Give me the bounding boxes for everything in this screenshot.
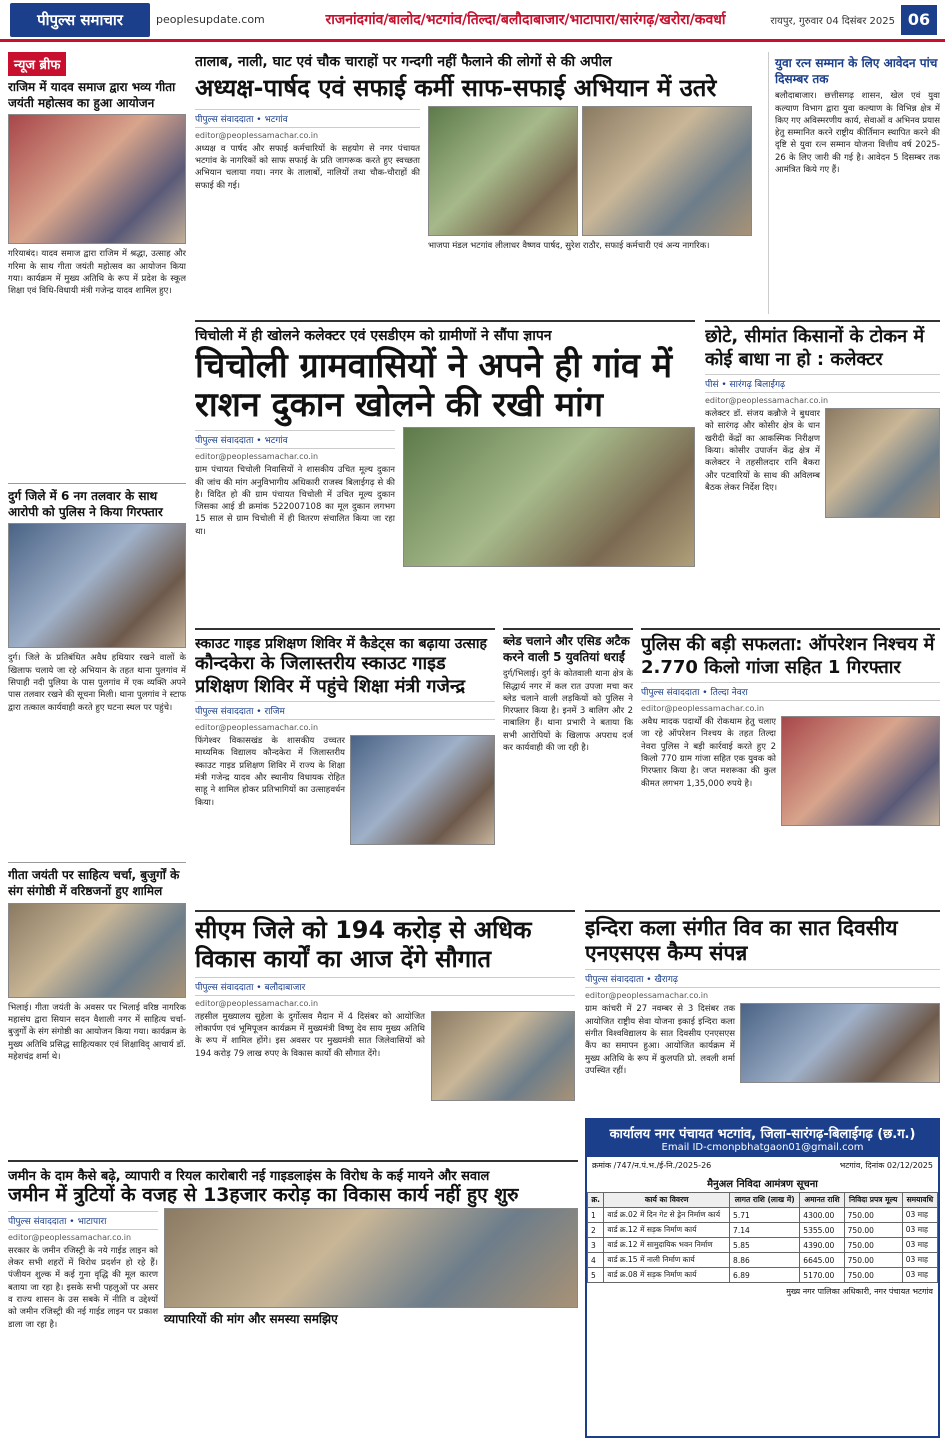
table-row bbox=[588, 1238, 938, 1253]
scout-headline[interactable]: कौन्दकेरा के जिलास्तरीय स्काउट गाइड प्रशिक्षण शिविर में पहुंचे शिक्षा मंत्री गजेन्द्र bbox=[195, 653, 466, 697]
cell: 5.85 bbox=[730, 1238, 800, 1253]
tender-ad-header bbox=[587, 1120, 938, 1157]
brief-photo-3 bbox=[8, 903, 186, 998]
tender-col-work: कार्य का विवरण bbox=[604, 1193, 730, 1208]
divider bbox=[8, 862, 186, 863]
tender-ad-date: भटगांव, दिनांक 02/12/2025 bbox=[839, 1161, 933, 1170]
cell: 750.00 bbox=[844, 1223, 902, 1238]
brief-headline-2[interactable]: दुर्ग जिले में 6 नग तलवार के साथ आरोपी को पुलिस ने किया गिरफ्तार bbox=[8, 489, 163, 519]
cell: वार्ड क्र.15 में नाली निर्माण कार्य bbox=[604, 1253, 730, 1268]
chicholi-headline[interactable]: चिचोली ग्रामवासियों ने अपने ही गांव में राशन दुकान खोलने की रखी मांग bbox=[195, 346, 673, 426]
cell: 5 bbox=[588, 1268, 604, 1283]
top-story-text: अध्यक्ष व पार्षद और सफाई कर्मचारियों के सहयोग से नगर पंचायत भटगांव के नागरिकों को साफ सफाई के प्रति जागरूक करते हुए स्वच्छता अभियान चलाया गया। नगर के तालाबों, नालियों तथा चौक-चौराहों की सफाई की गई। bbox=[195, 143, 420, 191]
chicholi-email[interactable]: editor@peoplessamachar.co.in bbox=[195, 452, 319, 462]
police-story bbox=[641, 628, 940, 903]
newspaper-logo[interactable]: पीपुल्स समाचार bbox=[10, 3, 150, 37]
cell: 750.00 bbox=[844, 1253, 902, 1268]
cell: 5170.00 bbox=[800, 1268, 844, 1283]
land-guideline-byline: पीपुल्स संवाददाता • भाटापारा bbox=[8, 1211, 158, 1230]
table-row bbox=[588, 1223, 938, 1238]
chicholi-story bbox=[195, 320, 695, 620]
cell: वार्ड क्र.12 में सड़क निर्माण कार्य bbox=[604, 1223, 730, 1238]
cell: 8.86 bbox=[730, 1253, 800, 1268]
cell: 1 bbox=[588, 1208, 604, 1223]
top-story-kicker: तालाब, नाली, घाट एवं चौक चाराहों पर गन्दगी नहीं फैलाने की लोगों से की अपील bbox=[195, 54, 612, 70]
cm-byline: पीपुल्स संवाददाता • बलौदाबाजार bbox=[195, 977, 575, 996]
cell: 03 माह bbox=[902, 1268, 937, 1283]
tender-notice-ad bbox=[585, 1118, 940, 1438]
chicholi-photo bbox=[403, 427, 695, 567]
cell: 3 bbox=[588, 1238, 604, 1253]
table-row bbox=[588, 1253, 938, 1268]
scout-text: फिंगेश्वर विकासखंड के शासकीय उच्चतर माध्यमिक विद्यालय कौन्दकेरा में जिलास्तरीय स्काउट गाइड प्रशिक्षण शिविर में राज्य के शिक्षा मंत्री गजेन्द्र यादव और स्थानीय विधायक रोहित साहू ने शामिल होकर प्रतिभागियों का उत्साहवर्धन किया। bbox=[195, 736, 345, 808]
chicholi-kicker: चिचोली में ही खोलने कलेक्टर एवं एसडीएम को ग्रामीणों ने सौंपा ज्ञापन bbox=[195, 328, 552, 344]
cell: 4 bbox=[588, 1253, 604, 1268]
table-row bbox=[588, 1268, 938, 1283]
cell: 2 bbox=[588, 1223, 604, 1238]
land-guideline-photo bbox=[164, 1208, 578, 1308]
farmers-token-headline[interactable]: छोटे, सीमांत किसानों के टोकन में कोई बाधा ना हो : कलेक्टर bbox=[705, 326, 925, 370]
top-story-caption: भाजपा मंडल भटगांव लीलाधर वैष्णव पार्षद, सुरेश राठौर, सफाई कर्मचारी एवं अन्य नागरिक। bbox=[428, 240, 710, 251]
tender-col-duration: समयावधि bbox=[902, 1193, 937, 1208]
cell: वार्ड क्र.02 में दिन गेट से ड्रेन निर्माण कार्य bbox=[604, 1208, 730, 1223]
brief-text-1: गरियाबंद। यादव समाज द्वारा राजिम में श्रद्धा, उत्साह और गरिमा के साथ गीता जयंती महोत्सव का आयोजन किया गया। कार्यक्रम में मुख्य अतिथि के रूप में प्रदेश के स्कूल शिक्षा एवं विधि-विधायी मंत्री गजेन्द्र यादव शामिल हुए। bbox=[8, 249, 186, 297]
police-email[interactable]: editor@peoplessamachar.co.in bbox=[641, 704, 765, 713]
music-university-photo bbox=[740, 1003, 940, 1083]
tender-col-deposit: अमानत राशि bbox=[800, 1193, 844, 1208]
cm-story bbox=[195, 910, 575, 1155]
tender-col-cost: लागत राशि (लाख में) bbox=[730, 1193, 800, 1208]
top-story-email[interactable]: editor@peoplessamachar.co.in bbox=[195, 130, 319, 140]
cell: 750.00 bbox=[844, 1208, 902, 1223]
tender-col-no: क्र. bbox=[588, 1193, 604, 1208]
tender-ad-signature: मुख्य नगर पालिका अधिकारी, नगर पंचायत भटगांव bbox=[786, 1287, 933, 1296]
issue-date: रायपुर, गुरुवार 04 दिसंबर 2025 bbox=[770, 15, 895, 27]
cell: 750.00 bbox=[844, 1238, 902, 1253]
music-university-text: ग्राम कांचरी में 27 नवम्बर से 3 दिसंबर तक आयोजित राष्ट्रीय सेवा योजना इकाई इन्दिरा कला संगीत विश्वविद्यालय के सात दिवसीय एनएसएस कैंप का समापन हुआ। आयोजित कार्यक्रम में मुख्य अतिथि के रूप में कुलपति प्रो. लवली शर्मा उपस्थित रहीं। bbox=[585, 1004, 735, 1076]
cell: 4390.00 bbox=[800, 1238, 844, 1253]
tender-ad-email[interactable]: Email ID-cmonpbhatgaon01@gmail.com bbox=[661, 1142, 864, 1153]
chicholi-text: ग्राम पंचायत चिचोली निवासियों ने शासकीय उचित मूल्य दुकान की जांच की मांग अनुविभागीय अधिकारी राजस्व बिलाईगढ़ से की है। विदित हो की ग्राम पंचायत चिचोली में उचित मूल्य दुकान जिसका आई डी क्रमांक 522007108 का मूल दुकान लगभग 15 साल से ग्राम चिचोली में ही वितरण संचालित किया जा रहा था। bbox=[195, 465, 395, 537]
cell: 6645.00 bbox=[800, 1253, 844, 1268]
music-university-story bbox=[585, 910, 940, 1110]
cell: 4300.00 bbox=[800, 1208, 844, 1223]
brief-text-2: दुर्ग। जिले के प्रतिबंधित अवैध हथियार रखने वालों के खिलाफ चलाये जा रहे अभियान के तहत थाना पुलगांव में सिपाही नदी पुलिया के पास पुलगांव में एक व्यक्ति अपने पास तलवार रखने की सूचना मिली। थाना पुलगांव ने स्टाफ द्वारा तत्काल कार्यवाही करते हुए घटना स्थल पर पहुंचे। bbox=[8, 653, 186, 713]
cell: 03 माह bbox=[902, 1238, 937, 1253]
police-photo bbox=[781, 716, 940, 826]
page-number: 06 bbox=[901, 5, 937, 35]
land-guideline-kicker: जमीन के दाम कैसे बढ़े, व्यापारी व रियल कारोबारी नई गाइडलाइंस के विरोध के कई मायने और सवाल bbox=[8, 1169, 490, 1184]
top-story-headline[interactable]: अध्यक्ष-पार्षद एवं सफाई कर्मी साफ-सफाई अभियान में उतरे bbox=[195, 74, 717, 102]
cm-email[interactable]: editor@peoplessamachar.co.in bbox=[195, 998, 319, 1008]
scout-email[interactable]: editor@peoplessamachar.co.in bbox=[195, 723, 319, 732]
edition-cities: राजनांदगांव/बालोद/भटगांव/तिल्दा/बलौदाबाजार/भाटापारा/सारंगढ़/खरोरा/कवर्धा bbox=[325, 12, 726, 28]
brief-headline-3[interactable]: गीता जयंती पर साहित्य चर्चा, बुजुर्गों के संग संगोष्ठी में वरिष्ठजनों हुए शामिल bbox=[8, 868, 180, 898]
cm-text: तहसील मुख्यालय सुहेला के दुर्गोत्सव मैदान में 4 दिसंबर को आयोजित लोकार्पण एवं भूमिपूजन कार्यक्रम में मुख्यमंत्री विष्णु देव साय मुख्य अतिथि के रूप में शामिल होंगे। इस अवसर पर मुख्यमंत्री सात जिलेवासियों को 194 करोड़ 79 लाख रुपए के विकास कार्यों की सौगात देंगे। bbox=[195, 1011, 425, 1059]
news-brief-tag: न्यूज ब्रीफ bbox=[8, 52, 66, 76]
tender-ad-ref: क्रमांक /747/न.पं.भ./ई-नि./2025-26 bbox=[592, 1161, 712, 1170]
divider bbox=[8, 483, 186, 484]
tender-ad-subtitle: मैनुअल निविदा आमंत्रण सूचना bbox=[707, 1179, 818, 1190]
police-headline[interactable]: पुलिस की बड़ी सफलता: ऑपरेशन निश्चय में 2.770 किलो गांजा सहित 1 गिरफ्तार bbox=[641, 634, 935, 678]
cell: 5355.00 bbox=[800, 1223, 844, 1238]
tender-col-form: निविदा प्रपत्र मूल्य bbox=[844, 1193, 902, 1208]
tender-ad-title: कार्यालय नगर पंचायत भटगांव, जिला-सारंगढ़-बिलाईगढ़ (छ.ग.) bbox=[609, 1127, 916, 1142]
top-story-photo-1 bbox=[428, 106, 578, 236]
farmers-token-photo bbox=[825, 408, 940, 518]
blade-attack-story bbox=[503, 628, 633, 903]
brief-text-3: भिलाई। गीता जयंती के अवसर पर भिलाई वरिष्ठ नागरिक महासंघ द्वारा सियान सदन वैशाली नगर में साहित्य चर्चा-बुजुर्गों के संग संगोष्ठी का आयोजन किया गया। कार्यक्रम के मुख्य अतिथि प्रसिद्ध साहित्यकार एवं शिक्षाविद् आचार्य डॉ. महेशचंद्र शर्मा थे। bbox=[8, 1002, 186, 1062]
tender-ad-meta bbox=[587, 1157, 938, 1174]
land-guideline-headline[interactable]: जमीन में त्रुटियों के वजह से 13हजार करोड़ का विकास कार्य नहीं हुए शुरु bbox=[8, 1184, 519, 1206]
cm-headline[interactable]: सीएम जिले को 194 करोड़ से अधिक विकास कार्यों का आज देंगे सौगात bbox=[195, 916, 532, 973]
blade-attack-text: दुर्ग/भिलाई। दुर्ग के कोतवाली थाना क्षेत्र के सिद्धार्थ नगर में कल रात उपजा मचा कर ब्लेड चलाने वाली लड़कियों को पुलिस ने गिरफ्तार किया है। इनमें 3 बालिग और 2 नाबालिग हैं। थाना प्रभारी ने बताया कि सभी आरोपियों के खिलाफ अपराध दर्ज कर कार्यवाही की जा रही है। bbox=[503, 669, 633, 754]
farmers-token-text: कलेक्टर डॉ. संजय कन्नौजे ने बुधवार को सारंगढ़ और कोसीर क्षेत्र के धान खरीदी केंद्रों का आकस्मिक निरीक्षण किया। कोसीर उपार्जन केंद्र क्षेत्र में कलेक्टर ने तहसीलदार रानि बैकरा और पटवारियों के साथ की अविलम्ब बैठक लेकर निर्देश दिए। bbox=[705, 409, 820, 493]
scout-kicker: स्काउट गाइड प्रशिक्षण शिविर में कैडेट्स का बढ़ाया उत्साह bbox=[195, 636, 487, 652]
top-story-photo-2 bbox=[582, 106, 752, 236]
cell: 6.89 bbox=[730, 1268, 800, 1283]
tender-table-header bbox=[588, 1193, 938, 1208]
cell: 03 माह bbox=[902, 1253, 937, 1268]
brief-photo-1 bbox=[8, 114, 186, 244]
cell: वार्ड क्र.08 में सड़क निर्माण कार्य bbox=[604, 1268, 730, 1283]
chicholi-byline: पीपुल्स संवाददाता • भटगांव bbox=[195, 430, 395, 449]
farmers-token-story bbox=[705, 320, 940, 620]
scout-story bbox=[195, 628, 495, 903]
cm-photo bbox=[431, 1011, 575, 1101]
top-story-byline: पीपुल्स संवाददाता • भटगांव bbox=[195, 109, 420, 128]
cell: वार्ड क्र.12 में सामुदायिक भवन निर्माण bbox=[604, 1238, 730, 1253]
farmers-token-byline: पीसं • सारंगढ़ बिलाईगढ़ bbox=[705, 374, 940, 393]
cell: 03 माह bbox=[902, 1208, 937, 1223]
music-university-byline: पीपुल्स संवाददाता • खैरागढ़ bbox=[585, 969, 940, 988]
police-text: अवैध मादक पदार्थों की रोकथाम हेतु चलाए जा रहे ऑपरेशन निश्चय के तहत तिल्दा नेवरा पुलिस ने बड़ी कार्रवाई करते हुए 2 किलो 770 ग्राम गांजा सहित एक युवक को गिरफ्तार किया है। जप्त मशरूका की कुल कीमत लगभग 1,35,000 रुपये है। bbox=[641, 717, 776, 789]
youth-award-headline[interactable]: युवा रत्न सम्मान के लिए आवेदन पांच दिसम्बर तक bbox=[775, 56, 938, 86]
cell: 03 माह bbox=[902, 1223, 937, 1238]
tender-table bbox=[587, 1192, 938, 1283]
site-url[interactable]: peoplesupdate.com bbox=[156, 13, 265, 26]
youth-award-text: बलौदाबाजार। छत्तीसगढ़ शासन, खेल एवं युवा कल्याण विभाग द्वारा युवा कल्याण के विभिन्न क्षेत्र में किए गए अविस्मरणीय कार्य, सेवाओं व अभिनव प्रयास हेतु सम्मानित करने राष्ट्रीय कीर्तिमान स्थापित करने की दृष्टि से युवा रत्न सम्मान योजना वित्तीय वर्ष 2025-26 के लिए जारी की गई है। आवेदन 5 दिसम्बर तक आमंत्रित किये गए हैं। bbox=[775, 91, 940, 176]
masthead bbox=[0, 0, 945, 42]
land-guideline-subhead: व्यापारियों की मांग और समस्या समझिए bbox=[164, 1311, 338, 1326]
cell: 5.71 bbox=[730, 1208, 800, 1223]
top-story bbox=[195, 52, 760, 314]
land-guideline-text: सरकार के जमीन रजिस्ट्री के नये गाईड लाइन को लेकर सभी शहरों में विरोध प्रदर्शन हो रहे हैं। पंजीयन शुल्क में कई गुना वृद्धि की मूल कारण बताया जा रहा है। इसके सभी पहलुओं पर असर व राज्य शासन के उस सबके में नीति व उद्देश्यों को जमीन रजिस्ट्री की नई गाईड लाइन पर प्रकाश डाला जा रहा है। bbox=[8, 1245, 158, 1330]
brief-photo-2 bbox=[8, 523, 186, 648]
cell: 750.00 bbox=[844, 1268, 902, 1283]
table-row bbox=[588, 1208, 938, 1223]
scout-photo bbox=[350, 735, 495, 845]
youth-award-story bbox=[768, 52, 940, 314]
farmers-token-email[interactable]: editor@peoplessamachar.co.in bbox=[705, 396, 829, 405]
land-guideline-story bbox=[8, 1160, 578, 1438]
cell: 7.14 bbox=[730, 1223, 800, 1238]
news-brief-column bbox=[8, 52, 186, 1142]
music-university-email[interactable]: editor@peoplessamachar.co.in bbox=[585, 991, 709, 1001]
music-university-headline[interactable]: इन्दिरा कला संगीत विव का सात दिवसीय एनएसएस कैम्प संपन्न bbox=[585, 916, 898, 966]
blade-attack-headline[interactable]: ब्लेड चलाने और एसिड अटैक करने वाली 5 युवतियां धराईं bbox=[503, 634, 630, 664]
police-byline: पीपुल्स संवाददाता • तिल्दा नेवरा bbox=[641, 682, 940, 701]
brief-headline-1[interactable]: राजिम में यादव समाज द्वारा भव्य गीता जयंती महोत्सव का हुआ आयोजन bbox=[8, 80, 176, 110]
land-guideline-email[interactable]: editor@peoplessamachar.co.in bbox=[8, 1232, 132, 1242]
scout-byline: पीपुल्स संवाददाता • राजिम bbox=[195, 701, 495, 720]
